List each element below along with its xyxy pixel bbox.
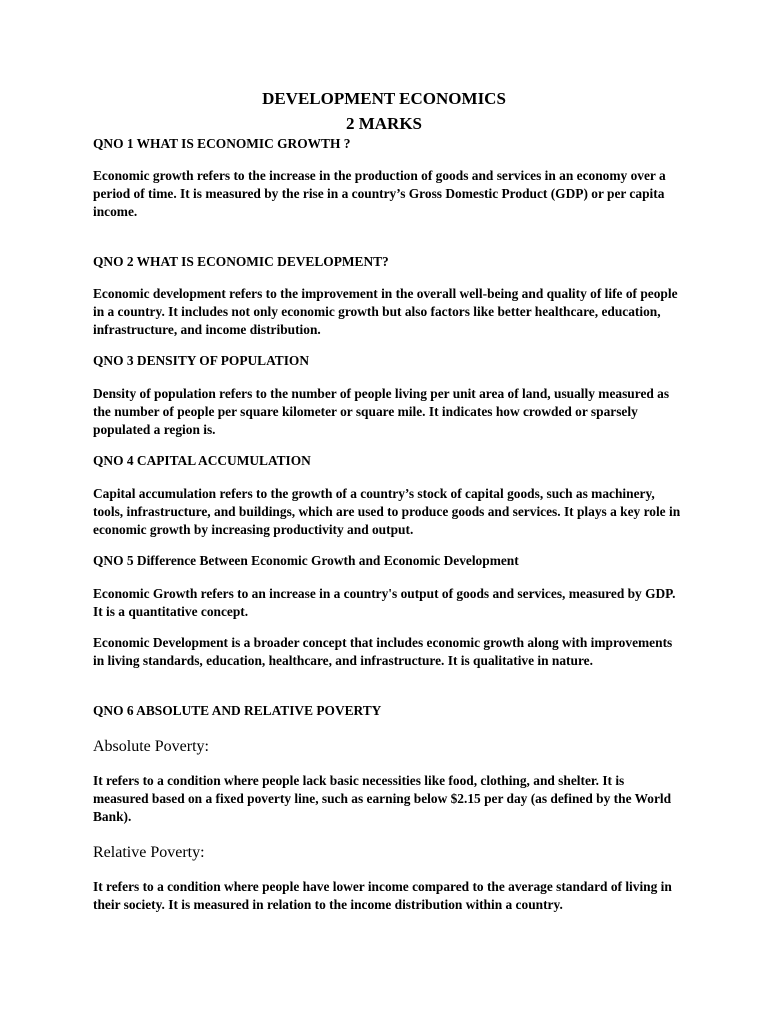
q2-heading: QNO 2 WHAT IS ECONOMIC DEVELOPMENT? [93, 254, 389, 269]
document-subtitle: 2 MARKS [345, 114, 423, 133]
relative-poverty-heading: Relative Poverty: [93, 844, 205, 861]
q5-answer-growth: Economic Growth refers to an increase in a country's output of goods and services, measured by GDP. It is a quantitative concept. [93, 586, 676, 619]
absolute-poverty-text: It refers to a condition where people lack basic necessities like food, clothing, and shelter. It is measured based on a fixed poverty line, such as earning below $2.15 per day (as defined by the World Bank). [93, 773, 672, 824]
q1-answer: Economic growth refers to the increase in the production of goods and services in an economy over a period of time. It is measured by the rise in a country’s Gross Domestic Product (GDP) or per capita income. [93, 168, 666, 219]
q4-answer: Capital accumulation refers to the growth of a country’s stock of capital goods, such as machinery, tools, infrastructure, and buildings, which are used to produce goods and services. It plays a key role in economic growth by increasing productivity and output. [93, 486, 681, 537]
absolute-poverty-heading: Absolute Poverty: [93, 738, 209, 755]
q2-answer: Economic development refers to the improvement in the overall well-being and quality of life of people in a country. It includes not only economic growth but also factors like better healthcare, education, infrastructure, and income distribution. [93, 286, 678, 337]
document-title: DEVELOPMENT ECONOMICS [262, 89, 506, 108]
q1-heading: QNO 1 WHAT IS ECONOMIC GROWTH ? [93, 136, 351, 151]
q3-answer: Density of population refers to the number of people living per unit area of land, usually measured as the number of people per square kilometer or square mile. It indicates how crowded or sparsely populated a region is. [93, 386, 670, 437]
q6-heading: QNO 6 ABSOLUTE AND RELATIVE POVERTY [93, 703, 382, 718]
q5-heading: QNO 5 Difference Between Economic Growth and Economic Development [93, 553, 519, 568]
q3-heading: QNO 3 DENSITY OF POPULATION [93, 353, 310, 368]
relative-poverty-text: It refers to a condition where people have lower income compared to the average standard of living in their society. It is measured in relation to the income distribution within a country. [93, 879, 672, 912]
q4-heading: QNO 4 CAPITAL ACCUMULATION [93, 453, 311, 468]
q5-answer-development: Economic Development is a broader concept that includes economic growth along with improvements in living standards, education, healthcare, and infrastructure. It is qualitative in nature. [93, 635, 673, 668]
